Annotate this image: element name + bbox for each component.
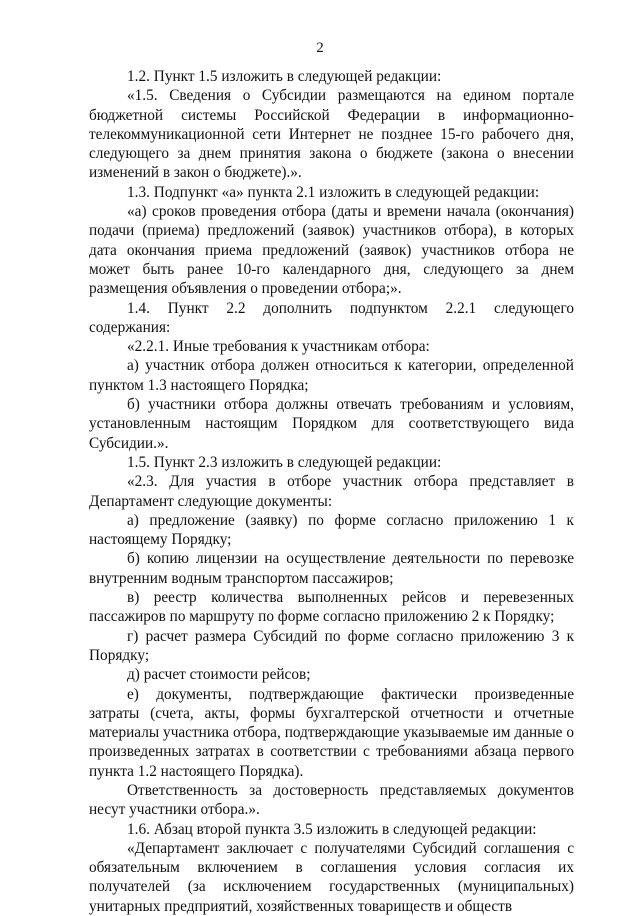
paragraph: «2.2.1. Иные требования к участникам отбора: bbox=[127, 338, 430, 356]
paragraph: «2.3. Для участия в отборе участник отбора представляет в Департамент следующие документы: bbox=[89, 473, 574, 510]
paragraph: «а) сроков проведения отбора (даты и времени начала (окончания) подачи (приема) предложений (заявок) участников отбора), в которых дата окончания приема предложений (заявок) участников отбора не может быть ранее 10-го календарного дня, следующего за днем размещения объявления о проведении отбора;». bbox=[89, 203, 574, 298]
paragraph: г) расчет размера Субсидий по форме согласно приложению 3 к Порядку; bbox=[89, 627, 574, 664]
paragraph: 1.5. Пункт 2.3 изложить в следующей редакции: bbox=[127, 453, 442, 471]
paragraph: б) копию лицензии на осуществление деятельности по перевозке внутренним водным транспортом пассажиров; bbox=[89, 550, 574, 587]
paragraph: 1.3. Подпункт «а» пункта 2.1 изложить в следующей редакции: bbox=[127, 183, 540, 201]
paragraph: 1.6. Абзац второй пункта 3.5 изложить в следующей редакции: bbox=[127, 820, 537, 838]
paragraph: а) участник отбора должен относиться к категории, определенной пунктом 1.3 настоящего Порядка; bbox=[89, 357, 574, 394]
paragraph: 1.4. Пункт 2.2 дополнить подпунктом 2.2.1 следующего содержания: bbox=[89, 299, 574, 336]
paragraph: а) предложение (заявку) по форме согласно приложению 1 к настоящему Порядку; bbox=[89, 511, 574, 549]
paragraph: Ответственность за достоверность представляемых документов несут участники отбора.». bbox=[89, 781, 574, 819]
page-number: 2 bbox=[316, 40, 324, 56]
paragraph: «Департамент заключает с получателями Субсидий соглашения с обязательным включением в соглашения условия согласия их получателей (за исключением государственных (муниципальных) унитарных предприятий, хозяйственных товариществ и обществ bbox=[89, 839, 574, 915]
paragraph: 1.2. Пункт 1.5 изложить в следующей редакции: bbox=[127, 68, 442, 85]
document-body bbox=[89, 67, 574, 916]
paragraph: в) реестр количества выполненных рейсов и перевезенных пассажиров по маршруту по форме согласно приложению 2 к Порядку; bbox=[89, 589, 574, 626]
paragraph: «1.5. Сведения о Субсидии размещаются на едином портале бюджетной системы Российской Федерации в информационно-телекоммуникационной сети Интернет не позднее 15-го рабочего дня, следующего за днем принятия закона о бюджете (закона о внесении изменений в закон о бюджете).». bbox=[89, 87, 574, 182]
paragraph: д) расчет стоимости рейсов; bbox=[127, 666, 311, 684]
paragraph: е) документы, подтверждающие фактически произведенные затраты (счета, акты, формы бухгалтерской отчетности и отчетные материалы участника отбора, подтверждающие указываемые им данные о произведенных затратах в соответствии с требованиями абзаца первого пункта 1.2 настоящего Порядка). bbox=[89, 685, 574, 780]
paragraph: б) участники отбора должны отвечать требованиям и условиям, установленным настоящим Порядком для соответствующего вида Субсидии.». bbox=[89, 396, 574, 452]
